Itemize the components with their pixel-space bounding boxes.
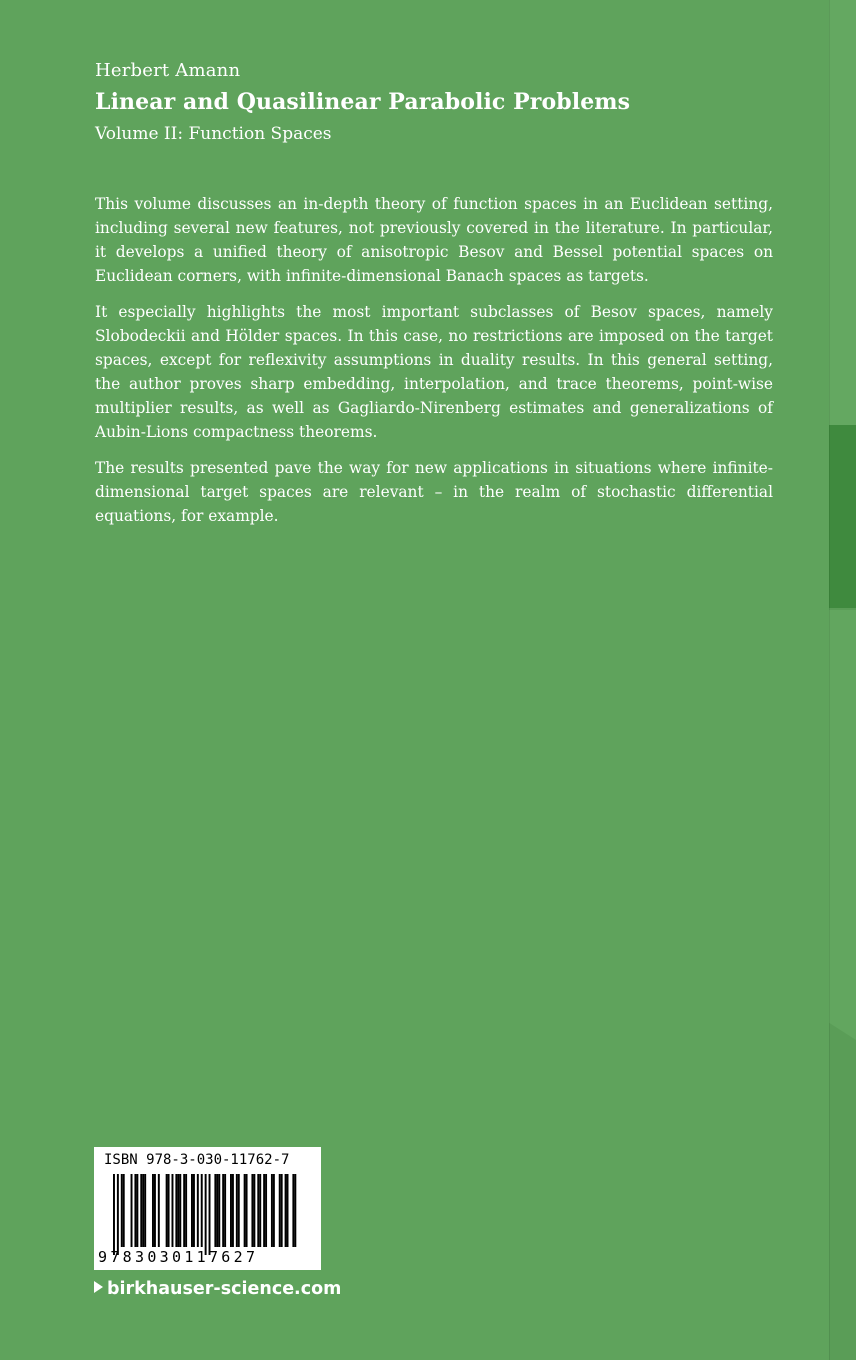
barcode-bar: [236, 1174, 238, 1247]
barcode-bar: [177, 1174, 179, 1247]
spine-lower-panel: [829, 610, 856, 1040]
isbn-label: ISBN 978-3-030-11762-7: [104, 1152, 290, 1168]
book-title: Linear and Quasilinear Parabolic Problems: [95, 89, 631, 115]
barcode-bar: [251, 1174, 253, 1247]
publisher-website-link[interactable]: [94, 1279, 341, 1299]
barcode-bar: [172, 1174, 174, 1247]
barcode-bar: [216, 1174, 218, 1247]
description-paragraph-2: It especially highlights the most important subclasses of Besov spaces, namely Slobodeckii and Hölder spaces. In this case, no restrictions are imposed on the target spaces, except for reflexivity assumptions in duality results. In this general setting, the author proves sharp embedding, interpolation, and trace theorems, point-wise multiplier results, as well as Gagliardo-Nirenberg estimates and generalizations of Aubin-Lions compactness theorems.: [95, 303, 773, 441]
barcode-bar: [201, 1174, 203, 1247]
barcode-bar: [238, 1174, 240, 1247]
barcode-bar: [222, 1174, 224, 1247]
barcode-bar: [183, 1174, 185, 1247]
barcode-bar: [265, 1174, 267, 1247]
barcode-digits: 9783030117627: [98, 1248, 259, 1266]
barcode-bar: [142, 1174, 144, 1247]
barcode-bar: [205, 1174, 207, 1255]
barcode-bar: [224, 1174, 226, 1247]
barcode-bar: [158, 1174, 160, 1247]
barcode-bar: [253, 1174, 255, 1247]
barcode-bar: [117, 1174, 119, 1255]
description-paragraph-1: This volume discusses an in-depth theory of function spaces in an Euclidean setting, including several new features, not previously covered in the literature. In particular, it develops a unified theory of anisotropic Besov and Bessel potential spaces on Euclidean corners, with infinite-dimensional Banach spaces as targets.: [95, 195, 773, 285]
barcode-bar: [259, 1174, 261, 1247]
barcode-bar: [131, 1174, 133, 1247]
barcode-bar: [214, 1174, 216, 1247]
barcode-bar: [154, 1174, 156, 1247]
barcode-bar: [257, 1174, 259, 1247]
author-name: Herbert Amann: [95, 60, 241, 81]
play-arrow-icon: [94, 1281, 103, 1293]
barcode-bar: [287, 1174, 289, 1247]
barcode-bar: [166, 1174, 168, 1247]
barcode-bar: [121, 1174, 123, 1247]
spine-upper-panel: [829, 0, 856, 425]
spine-dark-band: [829, 425, 856, 608]
barcode-bar: [218, 1174, 220, 1247]
publisher-website-text: birkhauser-science.com: [107, 1279, 342, 1299]
barcode-bar: [209, 1174, 211, 1255]
barcode-bar: [232, 1174, 234, 1247]
barcode-bar: [246, 1174, 248, 1247]
barcode-bar: [281, 1174, 283, 1247]
book-subtitle: Volume II: Function Spaces: [95, 124, 332, 144]
barcode-bar: [292, 1174, 294, 1247]
barcode-bar: [134, 1174, 136, 1247]
barcode-bar: [168, 1174, 170, 1247]
barcode-bar: [152, 1174, 154, 1247]
barcode-bar: [285, 1174, 287, 1247]
isbn-barcode: [94, 1147, 321, 1270]
barcode-bar: [294, 1174, 296, 1247]
barcode-bar: [136, 1174, 138, 1247]
barcode-bar: [197, 1174, 199, 1247]
barcode-bar: [123, 1174, 125, 1247]
barcode-bar: [113, 1174, 115, 1255]
barcode-bar: [144, 1174, 146, 1247]
barcode-bar: [140, 1174, 142, 1247]
description-paragraph-3: The results presented pave the way for new applications in situations where infinite-dimensional target spaces are relevant – in the realm of stochastic differential equations, for example.: [95, 459, 773, 525]
barcode-bar: [193, 1174, 195, 1247]
barcode-bar: [175, 1174, 177, 1247]
barcode-bar: [263, 1174, 265, 1247]
barcode-bar: [191, 1174, 193, 1247]
barcode-bar: [244, 1174, 246, 1247]
spine-edge-line: [829, 0, 830, 1360]
barcode-bar: [279, 1174, 281, 1247]
barcode-bar: [185, 1174, 187, 1247]
description-text: [95, 192, 773, 540]
barcode-bar: [273, 1174, 275, 1247]
barcode-bar: [271, 1174, 273, 1247]
barcode-bar: [230, 1174, 232, 1247]
barcode-bar: [179, 1174, 181, 1247]
